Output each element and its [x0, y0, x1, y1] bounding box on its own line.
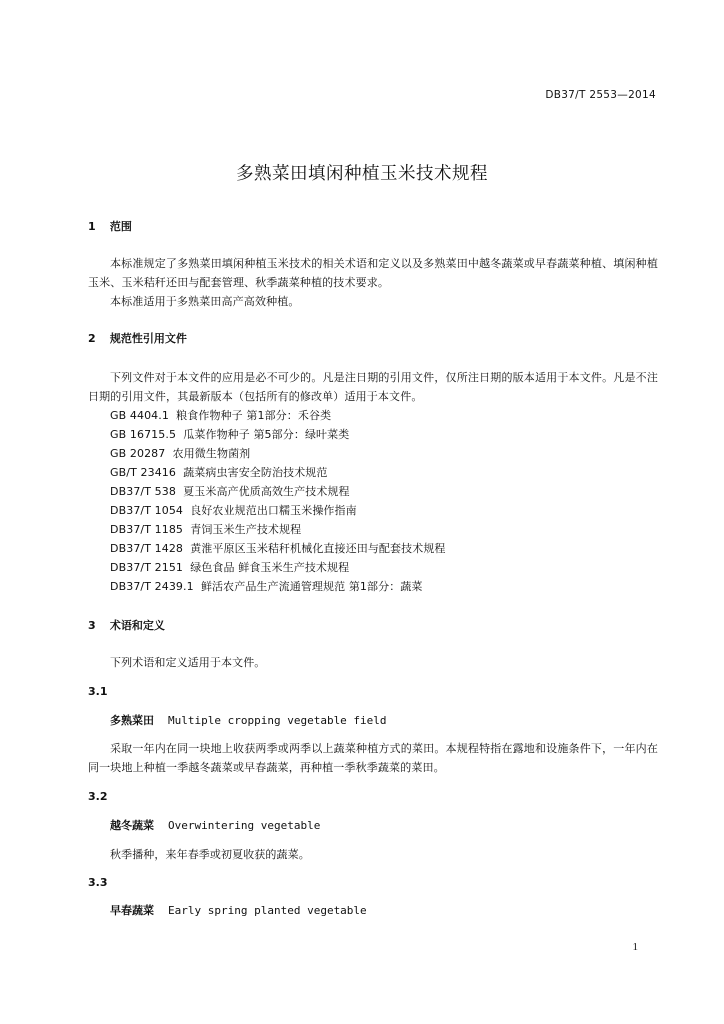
term-definition: 秋季播种，来年春季或初夏收获的蔬菜。	[110, 848, 310, 861]
standard-number: DB37/T 2553—2014	[545, 89, 656, 101]
term-chinese: 越冬蔬菜	[110, 819, 154, 832]
scope-paragraph-1: 本标准规定了多熟菜田填闲种植玉米技术的相关术语和定义以及多熟菜田中越冬蔬菜或早春蔬菜种植、填闲种植玉米、玉米秸秆还田与配套管理、秋季蔬菜种植的技术要求。	[88, 257, 658, 289]
reference-item	[110, 504, 357, 518]
reference-code: GB/T 23416	[110, 466, 176, 479]
reference-code: GB 16715.5	[110, 428, 177, 441]
section-title: 术语和定义	[109, 619, 165, 632]
section-number: 1	[88, 220, 96, 233]
reference-name: 良好农业规范出口糯玉米操作指南	[190, 504, 357, 517]
reference-name: 瓜菜作物种子 第5部分：绿叶菜类	[183, 428, 350, 441]
term-heading	[110, 714, 387, 728]
reference-code: GB 20287	[110, 447, 166, 460]
reference-code: DB37/T 538	[110, 485, 176, 498]
reference-name: 夏玉米高产优质高效生产技术规程	[183, 485, 350, 498]
reference-code: DB37/T 2151	[110, 561, 184, 574]
reference-name: 鲜活农产品生产流通管理规范 第1部分：蔬菜	[200, 580, 423, 593]
reference-item	[110, 523, 301, 537]
reference-code: DB37/T 1054	[110, 504, 184, 517]
section-title: 范围	[109, 220, 132, 233]
section-title: 规范性引用文件	[109, 332, 187, 345]
section-number: 3	[88, 619, 96, 632]
reference-name: 黄淮平原区玉米秸秆机械化直接还田与配套技术规程	[190, 542, 446, 555]
term-number: 3.2	[88, 790, 108, 803]
reference-name: 绿色食品 鲜食玉米生产技术规程	[190, 561, 350, 574]
document-title: 多熟菜田填闲种植玉米技术规程	[236, 164, 488, 184]
section-heading-normative	[88, 332, 187, 346]
section-heading-scope	[88, 220, 132, 234]
term-english: Early spring planted vegetable	[168, 904, 367, 917]
reference-item	[110, 466, 328, 480]
reference-item	[110, 561, 349, 575]
reference-name: 粮食作物种子 第1部分：禾谷类	[176, 409, 332, 422]
reference-item	[110, 542, 446, 556]
term-chinese: 多熟菜田	[110, 714, 154, 727]
term-number: 3.3	[88, 876, 108, 889]
reference-code: GB 4404.1	[110, 409, 169, 422]
reference-name: 蔬菜病虫害安全防治技术规范	[183, 466, 328, 479]
term-heading	[110, 904, 367, 918]
normative-intro: 下列文件对于本文件的应用是必不可少的。凡是注日期的引用文件，仅所注日期的版本适用于本文件。凡是不注日期的引用文件，其最新版本（包括所有的修改单）适用于本文件。	[88, 371, 658, 403]
reference-item	[110, 580, 423, 594]
term-number: 3.1	[88, 685, 108, 698]
reference-code: DB37/T 1185	[110, 523, 184, 536]
scope-paragraph-2: 本标准适用于多熟菜田高产高效种植。	[110, 295, 300, 308]
term-english: Multiple cropping vegetable field	[168, 714, 387, 727]
reference-item	[110, 409, 331, 423]
term-definition: 采取一年内在同一块地上收获两季或两季以上蔬菜种植方式的菜田。本规程特指在露地和设施条件下，一年内在同一块地上种植一季越冬蔬菜或早春蔬菜，再种植一季秋季蔬菜的菜田。	[88, 742, 658, 774]
reference-item	[110, 447, 250, 461]
term-english: Overwintering vegetable	[168, 819, 321, 832]
reference-item	[110, 485, 350, 499]
term-heading	[110, 819, 320, 833]
section-number: 2	[88, 332, 96, 345]
reference-code: DB37/T 2439.1	[110, 580, 194, 593]
section-heading-terms	[88, 619, 165, 633]
terms-intro: 下列术语和定义适用于本文件。	[110, 656, 266, 669]
term-chinese: 早春蔬菜	[110, 904, 154, 917]
reference-name: 农用微生物菌剂	[172, 447, 251, 460]
reference-name: 青饲玉米生产技术规程	[190, 523, 302, 536]
page-number: 1	[632, 941, 638, 953]
reference-code: DB37/T 1428	[110, 542, 184, 555]
reference-item	[110, 428, 349, 442]
